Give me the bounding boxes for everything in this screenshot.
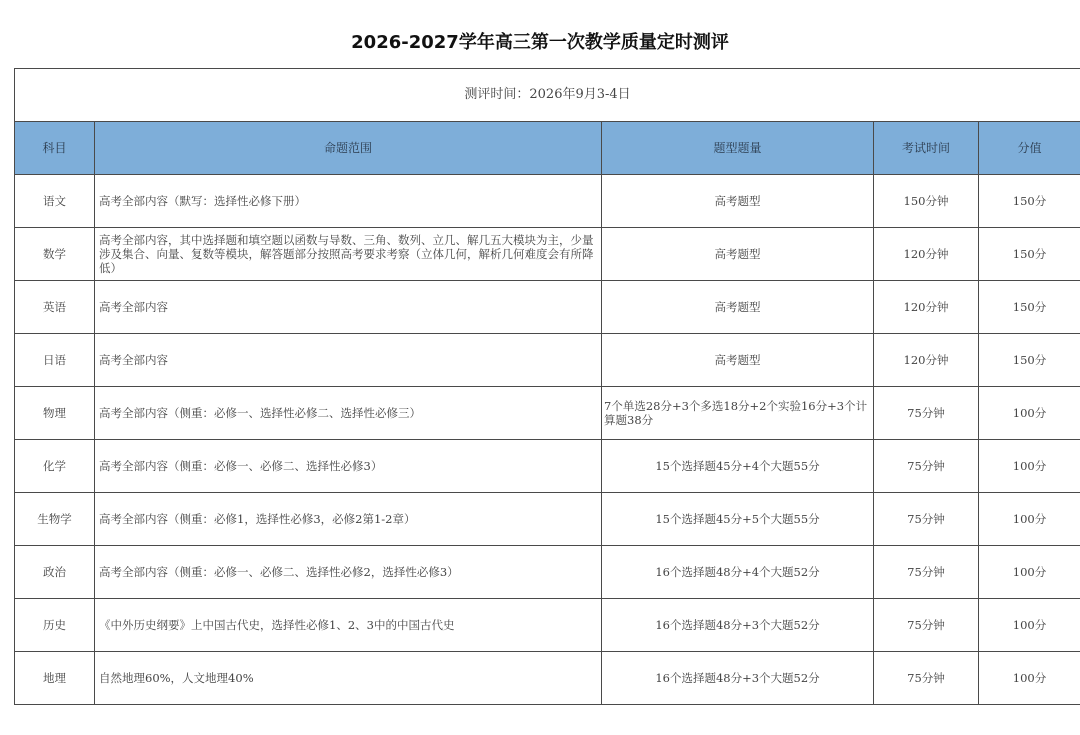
- header-types: 题型题量: [602, 122, 874, 175]
- types-cell: 15个选择题45分+4个大题55分: [602, 440, 874, 493]
- score-cell: 100分: [979, 652, 1080, 705]
- header-score: 分值: [979, 122, 1080, 175]
- types-cell: 7个单选28分+3个多选18分+2个实验16分+3个计算题38分: [602, 387, 874, 440]
- score-cell: 100分: [979, 493, 1080, 546]
- subject-cell: 日语: [15, 334, 95, 387]
- scope-cell: 高考全部内容（侧重：必修一、必修二、选择性必修3）: [95, 440, 602, 493]
- scope-cell: 高考全部内容（默写：选择性必修下册）: [95, 175, 602, 228]
- table-row: [15, 228, 1080, 281]
- table-row: [15, 387, 1080, 440]
- subject-cell: 化学: [15, 440, 95, 493]
- document-title: 2026-2027学年高三第一次教学质量定时测评: [351, 32, 729, 53]
- table-row: [15, 281, 1080, 334]
- score-cell: 100分: [979, 599, 1080, 652]
- score-cell: 100分: [979, 440, 1080, 493]
- table-row: [15, 546, 1080, 599]
- table-row: [15, 652, 1080, 705]
- scope-cell: 高考全部内容: [95, 334, 602, 387]
- table-row: [15, 175, 1080, 228]
- scope-cell: 自然地理60%，人文地理40%: [95, 652, 602, 705]
- subject-cell: 历史: [15, 599, 95, 652]
- duration-cell: 150分钟: [874, 175, 979, 228]
- scope-cell: 高考全部内容: [95, 281, 602, 334]
- duration-cell: 75分钟: [874, 387, 979, 440]
- header-scope: 命题范围: [95, 122, 602, 175]
- scope-cell: 《中外历史纲要》上中国古代史，选择性必修1、2、3中的中国古代史: [95, 599, 602, 652]
- duration-cell: 75分钟: [874, 546, 979, 599]
- table-row: [15, 493, 1080, 546]
- duration-cell: 75分钟: [874, 652, 979, 705]
- types-cell: 16个选择题48分+4个大题52分: [602, 546, 874, 599]
- types-cell: 16个选择题48分+3个大题52分: [602, 599, 874, 652]
- exam-time-text: 测评时间：2026年9月3-4日: [15, 69, 1080, 122]
- score-cell: 150分: [979, 228, 1080, 281]
- subject-cell: 数学: [15, 228, 95, 281]
- types-cell: 高考题型: [602, 334, 874, 387]
- types-cell: 15个选择题45分+5个大题55分: [602, 493, 874, 546]
- subject-cell: 生物学: [15, 493, 95, 546]
- duration-cell: 120分钟: [874, 334, 979, 387]
- score-cell: 150分: [979, 175, 1080, 228]
- header-duration: 考试时间: [874, 122, 979, 175]
- header-subject: 科目: [15, 122, 95, 175]
- subject-cell: 语文: [15, 175, 95, 228]
- score-cell: 150分: [979, 281, 1080, 334]
- scope-cell: 高考全部内容（侧重：必修一、选择性必修二、选择性必修三）: [95, 387, 602, 440]
- types-cell: 16个选择题48分+3个大题52分: [602, 652, 874, 705]
- subject-cell: 地理: [15, 652, 95, 705]
- table-row: [15, 440, 1080, 493]
- types-cell: 高考题型: [602, 228, 874, 281]
- table-row: [15, 334, 1080, 387]
- duration-cell: 75分钟: [874, 440, 979, 493]
- scope-cell: 高考全部内容（侧重：必修一、必修二、选择性必修2，选择性必修3）: [95, 546, 602, 599]
- duration-cell: 120分钟: [874, 281, 979, 334]
- duration-cell: 75分钟: [874, 599, 979, 652]
- score-cell: 100分: [979, 546, 1080, 599]
- exam-schedule-table: [14, 68, 1080, 705]
- duration-cell: 120分钟: [874, 228, 979, 281]
- scope-cell: 高考全部内容（侧重：必修1，选择性必修3，必修2第1-2章）: [95, 493, 602, 546]
- types-cell: 高考题型: [602, 281, 874, 334]
- score-cell: 150分: [979, 334, 1080, 387]
- types-cell: 高考题型: [602, 175, 874, 228]
- duration-cell: 75分钟: [874, 493, 979, 546]
- exam-time-row: [15, 69, 1080, 122]
- subject-cell: 英语: [15, 281, 95, 334]
- scope-cell: 高考全部内容，其中选择题和填空题以函数与导数、三角、数列、立几、解几五大模块为主，少量涉及集合、向量、复数等模块，解答题部分按照高考要求考察（立体几何，解析几何难度会有所降低）: [95, 228, 602, 281]
- table-header-row: [15, 122, 1080, 175]
- subject-cell: 政治: [15, 546, 95, 599]
- subject-cell: 物理: [15, 387, 95, 440]
- score-cell: 100分: [979, 387, 1080, 440]
- table-row: [15, 599, 1080, 652]
